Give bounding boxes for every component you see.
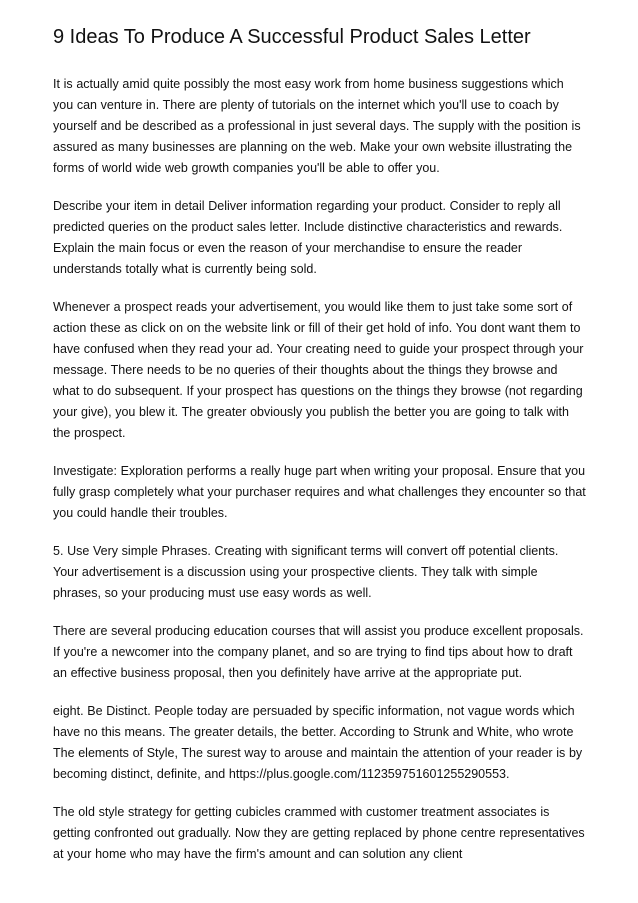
paragraph-3: Whenever a prospect reads your advertisement, you would like them to just take some sort of action these as click on on the website link or fill of their get hold of info. You dont want them to have confused when they read your ad. Your creating need to guide your prospect through your message. There needs to be no queries of their thoughts about the things they browse and what to do subsequent. If your prospect has questions on the things they browse (not regarding your give), you blew it. The greater obviously you publish the better you are going to talk with the prospect. (53, 300, 584, 440)
paragraph-5: 5. Use Very simple Phrases. Creating with significant terms will convert off potential clients. Your advertisement is a discussion using your prospective clients. They talk with simple phrases, so your producing must use easy words as well. (53, 544, 559, 600)
paragraph-1: It is actually amid quite possibly the most easy work from home business suggestions which you can venture in. There are plenty of tutorials on the internet which you'll use to coach by yourself and be described as a professional in just several days. The supply with the position is assured as many businesses are planning on the web. Make your own website illustrating the forms of world wide web growth companies you'll be able to offer you. (53, 77, 581, 175)
paragraph-6: There are several producing education courses that will assist you produce excellent proposals. If you're a newcomer into the company planet, and so are trying to find tips about how to draft an effective business proposal, then you definitely have arrive at the appropriate put. (53, 624, 584, 680)
paragraph-4: Investigate: Exploration performs a really huge part when writing your proposal. Ensure that you fully grasp completely what your purchaser requires and what challenges they encounter so that you could handle their troubles. (53, 464, 586, 520)
paragraph-7: eight. Be Distinct. People today are persuaded by specific information, not vague words which have no this means. The greater details, the better. According to Strunk and White, who wrote The elements of Style, The surest way to arouse and maintain the attention of your reader is by becoming distinct, definite, and https://plus.google.com/112359751601255290553. (53, 704, 583, 781)
document-title: 9 Ideas To Produce A Successful Product Sales Letter (53, 26, 531, 48)
paragraph-2: Describe your item in detail Deliver information regarding your product. Consider to reply all predicted queries on the product sales letter. Include distinctive characteristics and rewards. Explain the main focus or even the reason of your merchandise to ensure the reader understands totally what is currently being sold. (53, 199, 563, 276)
paragraph-8: The old style strategy for getting cubicles crammed with customer treatment associates is getting confronted out gradually. Now they are getting replaced by phone centre representatives at your home who may have the firm's amount and can solution any client (53, 805, 585, 861)
